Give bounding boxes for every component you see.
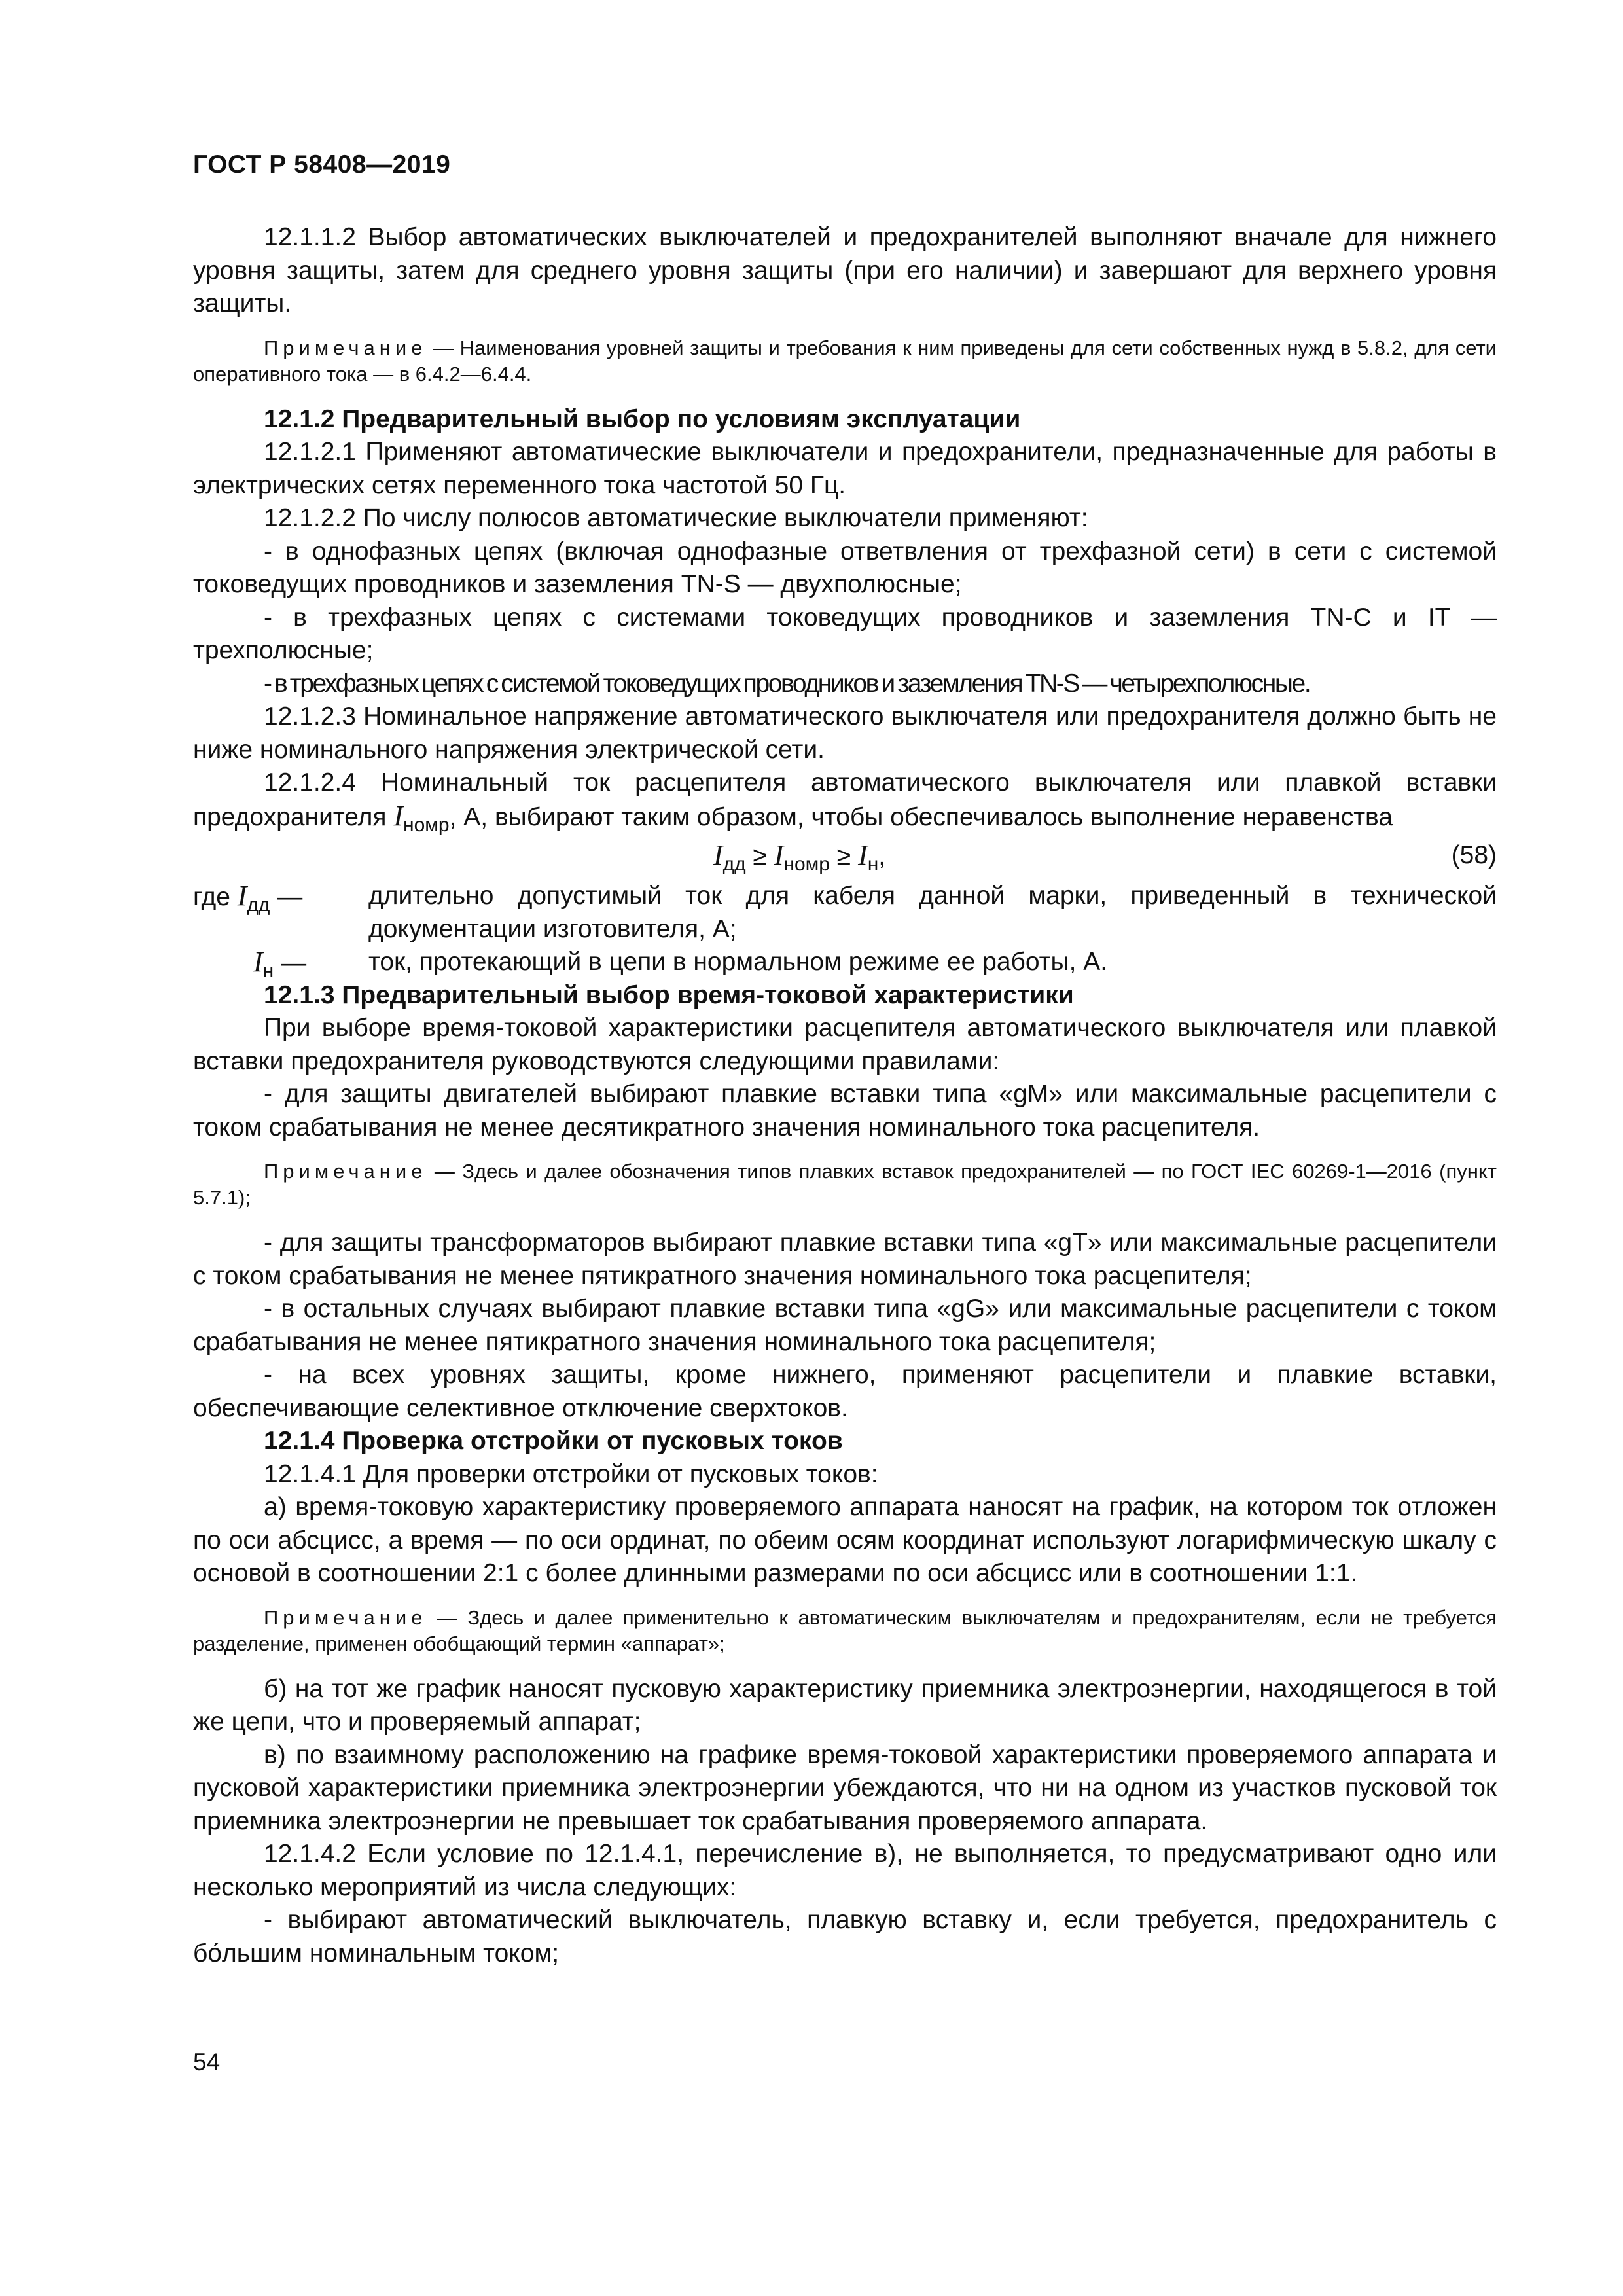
ge-sign: ≥ <box>745 842 774 870</box>
list-item-larger-current: - выбирают автоматический выключатель, плавкую вставку и, если требуется, предохранитель с бо́льшим номинальным током; <box>193 1906 1497 1967</box>
paragraph-12-1-2-3: 12.1.2.3 Номинальное напряжение автоматического выключателя или предохранителя должно быть не ниже номинального напряжения электрической сети. <box>193 702 1497 764</box>
note-label: Примечание <box>264 1605 427 1629</box>
paragraph-12-1-2-1: 12.1.2.1 Применяют автоматические выключатели и предохранители, предназначенные для работы в электрических сетях переменного тока частотой 50 Гц. <box>193 438 1497 499</box>
paragraph-12-1-2-4 <box>193 766 1497 834</box>
definition-dash: — <box>270 883 303 911</box>
subscript-dd: дд <box>247 894 270 916</box>
paragraph-12-1-1-2: 12.1.1.2 Выбор автоматических выключателей и предохранителей выполняют вначале для нижнего уровня защиты, затем для среднего уровня защиты (при его наличии) и завершают для верхнего уровня защиты. <box>193 223 1497 317</box>
subscript-dd: дд <box>722 853 746 875</box>
list-item-v: в) по взаимному расположению на графике время-токовой характеристики проверяемого аппарата и пусковой характеристики приемника электроэнергии убеждаются, что ни на одном из участков пусковой ток приемника электроэнергии не превышает ток срабатывания проверяемого аппарата. <box>193 1740 1497 1835</box>
note-label: Примечание <box>264 1160 427 1183</box>
symbol-current: I <box>237 880 247 912</box>
page-body <box>193 221 1497 1970</box>
where-word: где <box>193 883 238 911</box>
note-text: — Здесь и далее применительно к автоматическим выключателям и предохранителям, если не требуется разделение, применен обобщающий термин «аппарат»; <box>193 1605 1497 1655</box>
standard-header: ГОСТ Р 58408—2019 <box>193 151 451 179</box>
note-label: Примечание <box>264 336 427 359</box>
ge-sign: ≥ <box>829 842 859 870</box>
paragraph-12-1-4-2: 12.1.4.2 Если условие по 12.1.4.1, перечисление в), не выполняется, то предусматривают одно или несколько мероприятий из числа следующих: <box>193 1840 1497 1901</box>
definition-lead <box>193 880 302 914</box>
formula-end: , <box>878 842 886 870</box>
symbol-current: I <box>713 839 723 871</box>
list-item-transformers: - для защиты трансформаторов выбирают плавкие вставки типа «gT» или максимальные расцепители с током срабатывания не менее пятикратного значения номинального тока расцепителя; <box>193 1229 1497 1290</box>
list-item-a: а) время-токовую характеристику проверяемого аппарата наносят на график, на котором ток отложен по оси абсцисс, а время — по оси ординат, по обеим осям координат используют логарифмическую шкалу с основой в соотношении 2:1 с более длинными размерами по оси абсцисс или в соотношении 1:1. <box>193 1493 1497 1587</box>
list-item-three-phase-tnc: - в трехфазных цепях с системами токоведущих проводников и заземления TN-C и IT — трехполюсные; <box>193 603 1497 664</box>
section-heading-12-1-4: 12.1.4 Проверка отстройки от пусковых токов <box>264 1427 843 1455</box>
subscript-n: н <box>867 853 879 875</box>
list-item-motors: - для защиты двигателей выбирают плавкие вставки типа «gM» или максимальные расцепители с током срабатывания не менее десятикратного значения номинального тока расцепителя. <box>193 1080 1497 1141</box>
formula-expression <box>713 839 885 874</box>
definition-dash: — <box>274 949 307 977</box>
definition-text: длительно допустимый ток для кабеля данной марки, приведенный в технической документации изготовителя, А; <box>368 882 1497 943</box>
definition-i-dd <box>193 880 1497 946</box>
formula-number: (58) <box>1451 841 1497 869</box>
subscript-nom: номр <box>403 814 450 836</box>
section-heading-12-1-3: 12.1.3 Предварительный выбор время-токовой характеристики <box>264 980 1074 1009</box>
paragraph-text: , А, выбирают таким образом, чтобы обеспечивалось выполнение неравенства <box>449 802 1393 831</box>
list-item-other-cases: - в остальных случаях выбирают плавкие вставки типа «gG» или максимальные расцепители с током срабатывания не менее пятикратного значения номинального тока расцепителя; <box>193 1295 1497 1356</box>
paragraph-time-current-intro: При выборе время-токовой характеристики расцепителя автоматического выключателя или плавкой вставки предохранителя руководствуются следующими правилами: <box>193 1014 1497 1075</box>
list-item-three-phase-tns: - в трехфазных цепях с системой токоведущих проводников и заземления TN-S — четырехполюсные. <box>264 669 1310 698</box>
note-apparatus-term <box>193 1605 1497 1657</box>
paragraph-12-1-4-1: 12.1.4.1 Для проверки отстройки от пусковых токов: <box>264 1460 878 1488</box>
note-protection-levels <box>193 335 1497 387</box>
symbol-current: I <box>858 839 868 871</box>
section-heading-12-1-2: 12.1.2 Предварительный выбор по условиям эксплуатации <box>264 404 1021 433</box>
list-item-single-phase: - в однофазных цепях (включая однофазные ответвления от трехфазной сети) в сети с системой токоведущих проводников и заземления TN-S — двухполюсные; <box>193 537 1497 598</box>
note-text: — Наименования уровней защиты и требования к ним приведены для сети собственных нужд в 5.8.2, для сети оперативного тока — в 6.4.2—6.4.4. <box>193 336 1497 386</box>
list-item-b: б) на тот же график наносят пусковую характеристику приемника электроэнергии, находящегося в той же цепи, что и проверяемый аппарат; <box>193 1674 1497 1736</box>
note-text: — Здесь и далее обозначения типов плавких вставок предохранителей — по ГОСТ IEC 60269-1—2016 (пункт 5.7.1); <box>193 1160 1497 1209</box>
definition-i-n <box>193 946 1497 982</box>
definition-lead <box>253 946 306 980</box>
list-item-all-levels: - на всех уровнях защиты, кроме нижнего, применяют расцепители и плавкие вставки, обеспечивающие селективное отключение сверхтоков. <box>193 1361 1497 1422</box>
subscript-n: н <box>262 960 274 982</box>
note-fuse-types <box>193 1158 1497 1211</box>
definition-text: ток, протекающий в цепи в нормальном режиме ее работы, А. <box>368 948 1108 976</box>
subscript-nom: номр <box>783 853 830 875</box>
symbol-current: I <box>774 839 784 871</box>
paragraph-text: 12.1.2.4 Номинальный ток расцепителя автоматического выключателя или плавкой вставки предохранителя <box>193 768 1497 831</box>
symbol-current: I <box>393 799 404 832</box>
symbol-current: I <box>253 946 263 978</box>
formula-58 <box>193 838 1497 878</box>
paragraph-12-1-2-2: 12.1.2.2 По числу полюсов автоматические выключатели применяют: <box>264 504 1088 532</box>
page-number: 54 <box>193 2049 221 2075</box>
